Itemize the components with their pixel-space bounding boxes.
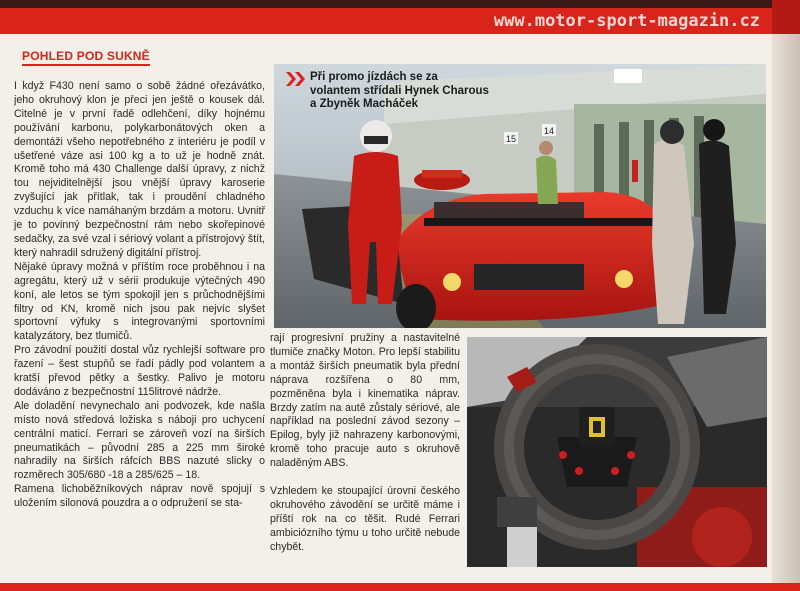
header-top-stripe xyxy=(0,0,800,8)
pit-number-14: 14 xyxy=(544,126,555,136)
article-column-1 xyxy=(14,80,265,511)
page-edge-red xyxy=(772,0,800,34)
photo-steering-wheel xyxy=(467,337,767,567)
site-url: www.motor-sport-magazin.cz xyxy=(493,11,760,31)
section-title: POHLED POD SUKNĚ xyxy=(22,49,150,66)
caption-arrows-icon xyxy=(286,72,306,86)
page-edge xyxy=(772,34,800,591)
paragraph: Pro závodní použití dostal vůz rychlejší software pro řazení – šest stupňů se řadí pádly pod volantem a kratší převod pětky a šestky. Palivo je motoru dodáváno z bezpečnostní 115litrové nádrže. xyxy=(14,344,265,398)
paragraph: Ale doladění nevynechalo ani podvozek, kde našla místo nová středová ložiska s náboji pro uchycení centrální maticí. Ferrari se zároveň vozí na širších pneumatikách – původní 285 a 225 mm široké nahradily na širších ráfcích BBS nazuté slicky o rozměrech 305/680 -18 a 285/625 – 18. xyxy=(14,399,265,482)
paragraph: Ramena lichoběžníkových náprav nově spojují s uložením silonová pouzdra a o odpružení se sta- xyxy=(14,483,265,510)
paragraph: Vzhledem ke stoupající úrovni českého okruhového závodění se určitě máme i příští rok na co těšit. Rudé Ferrari ambiciózního týmu u toho určitě nebude chybět. xyxy=(270,485,460,553)
steering-wheel-image xyxy=(467,337,767,567)
pit-number-15: 15 xyxy=(506,134,517,144)
photo-caption: Při promo jízdách se za volantem střídali Hynek Charous a Zbyněk Macháček xyxy=(310,71,489,110)
paragraph: rají progresivní pružiny a nastavitelné tlumiče značky Moton. Pro lepší stabilitu a montáž širších pneumatik byla přední náprava rozšířena o 80 mm, pozměněna byla i kinematika náprav. Brzdy zatím na autě zůstaly sériové, ale například na poslední závod sezony – Epilog, byly již nahrazeny karbonovými, kromě toho pracuje auto s okruhově naladěným ABS. xyxy=(270,332,460,470)
article-column-2 xyxy=(270,332,460,555)
paragraph: Nějaké úpravy možná v příštím roce proběhnou i na agregátu, který už v sérii produkuje výtečných 490 koní, ale letos se tým spokojil jen s průchodnějšími filtry od KN, kromě nich jsou pak nejvíc slyšet sportovní výfuky s integrovanými sportovními katalyzátory, bez tlumičů. xyxy=(14,260,265,343)
footer-stripe xyxy=(0,583,800,591)
paragraph: I když F430 není samo o sobě žádné ořezávátko, jeho okruhový klon je přeci jen ještě o kousek dál. Citelné je v první řadě odlehčení, díky hojnému používání karbonu, polykarbonátových oken a demontáži všeho nepotřebného z interiéru je podíl v ušetřené váze asi 100 kg a to už je hodně znát. Kromě toho má 430 Challenge další úpravy, z nichž tou nejviditelnější jsou vnější úpravy karoserie zvyšující jak přítlak, tak i proudění chladného vzduchu k více namáhaným brzdám a motoru. Uvnitř je to povinný bezpečnostní rám nebo skořepinové sedačky, za své vzal i sériový volant a přístrojový štít, který nahradil sdružený digitální přístroj. xyxy=(14,80,265,259)
